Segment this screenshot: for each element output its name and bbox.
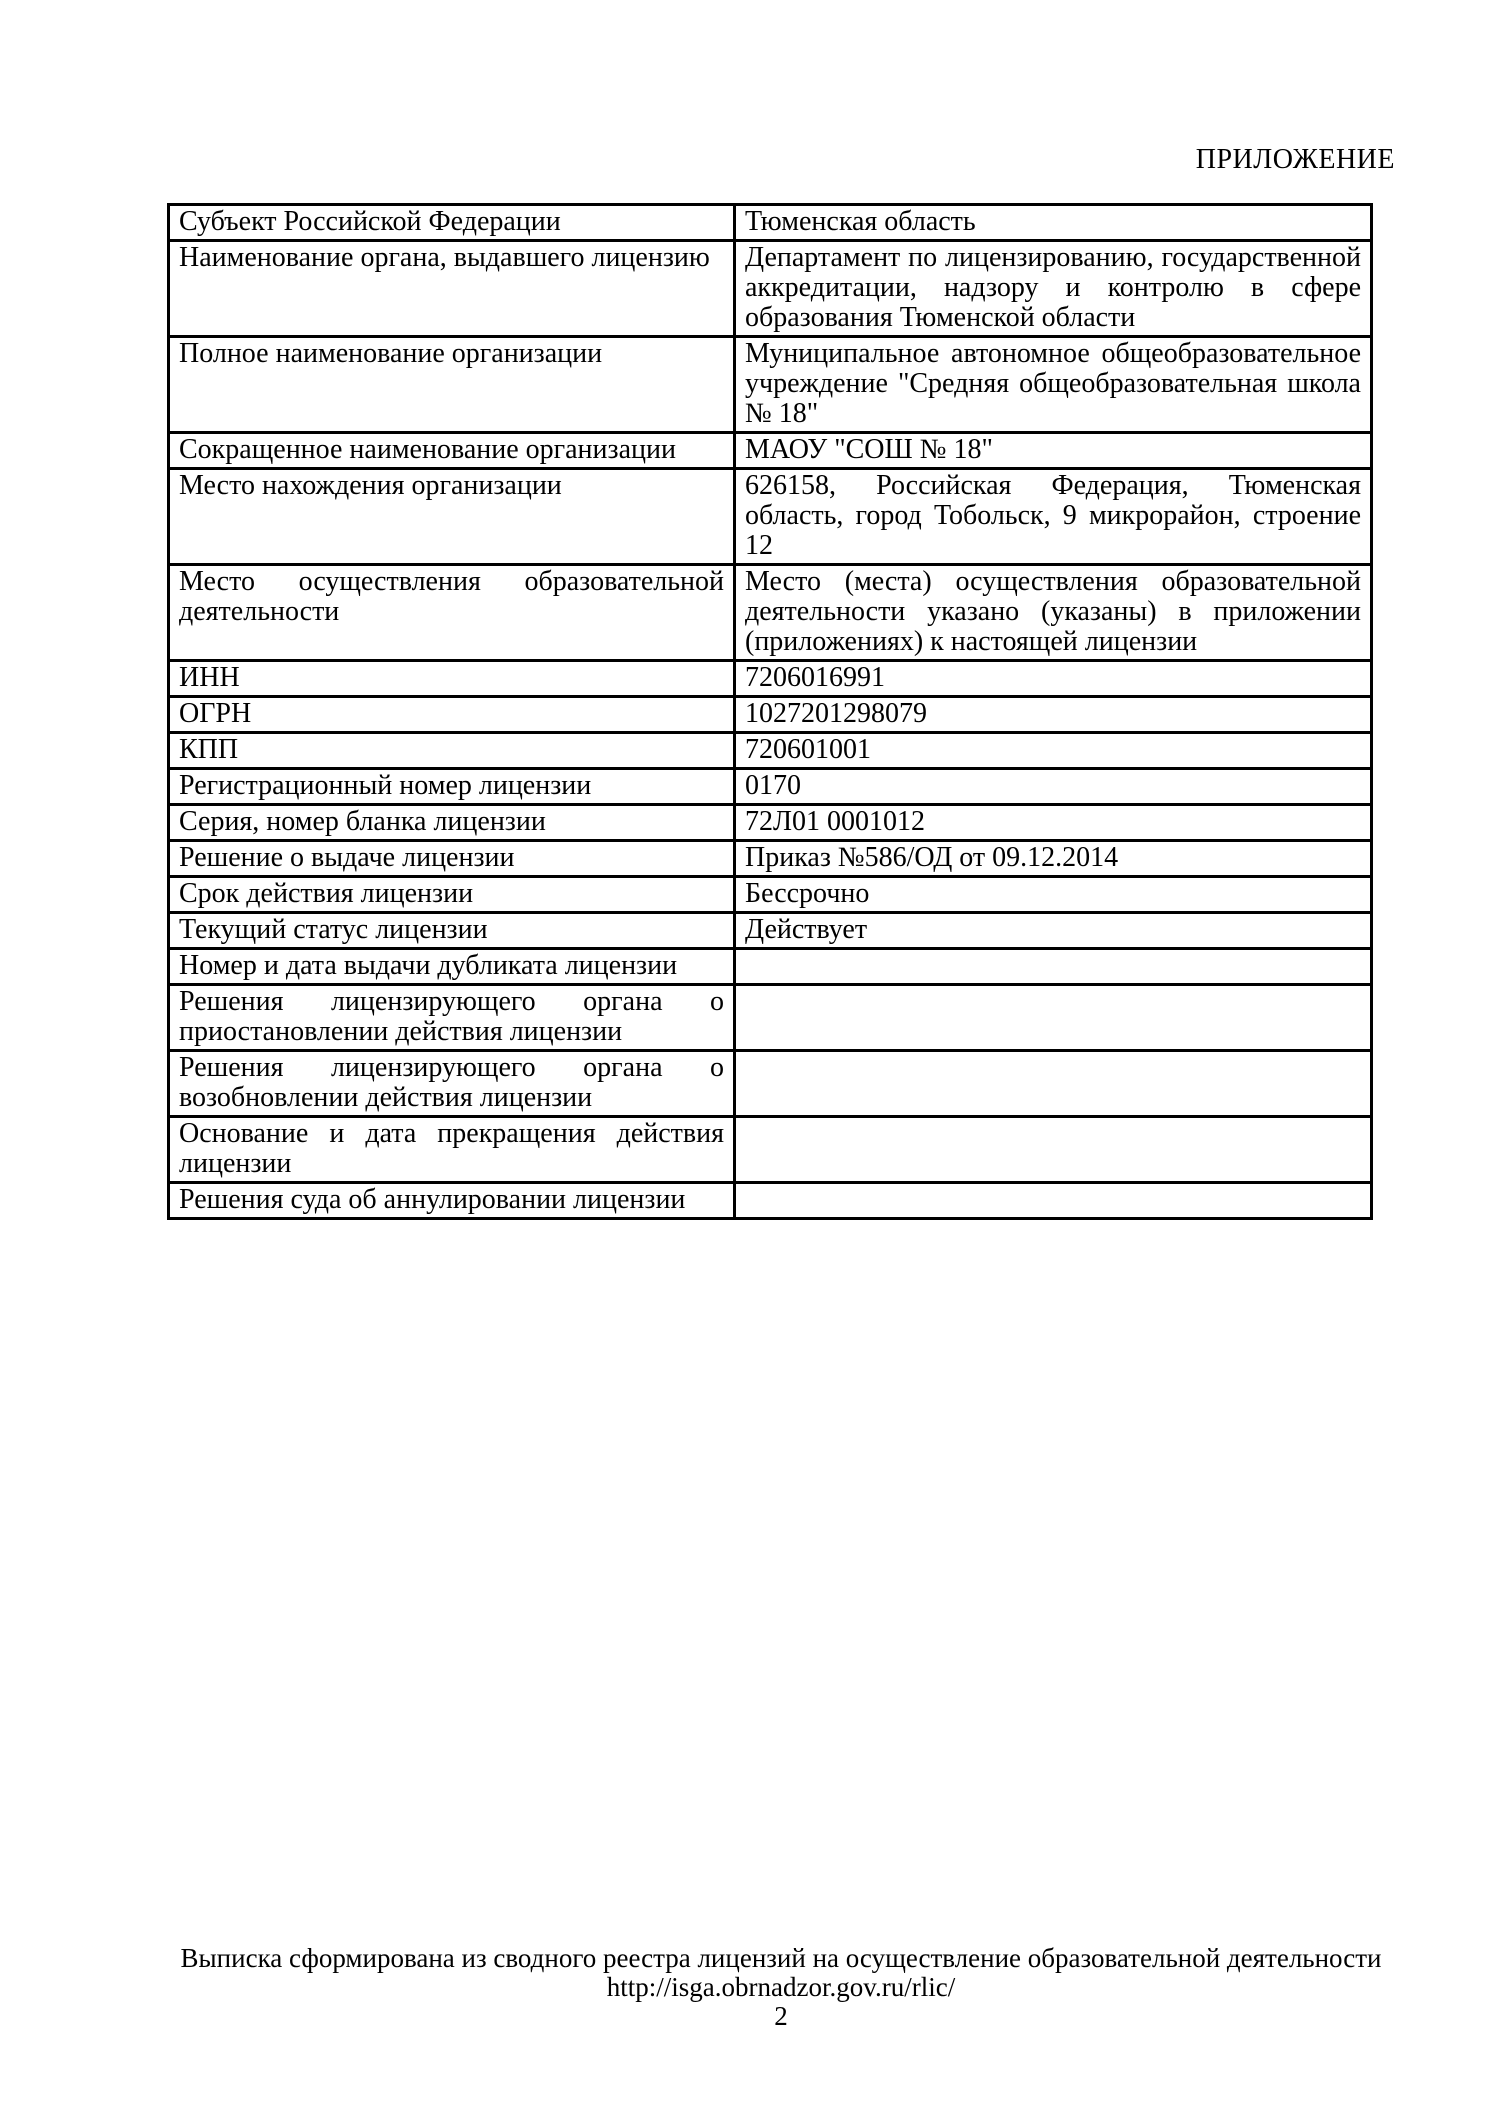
cell-line: лицензии — [179, 1148, 292, 1179]
cell-line: (приложениях) к настоящей лицензии — [745, 626, 1198, 657]
row-value-cell — [735, 877, 1372, 913]
row-label-cell — [169, 1183, 735, 1219]
table-row — [169, 205, 1372, 241]
cell-line: Приказ №586/ОД от 09.12.2014 — [745, 842, 1119, 873]
row-value-cell — [735, 1051, 1372, 1117]
row-label-cell — [169, 913, 735, 949]
cell-line: Решения суда об аннулировании лицензии — [179, 1184, 686, 1215]
row-value-cell — [735, 433, 1372, 469]
cell-line: ОГРН — [179, 698, 252, 729]
cell-line: 0170 — [745, 770, 801, 801]
cell-line: возобновлении действия лицензии — [179, 1082, 593, 1113]
cell-line: Серия, номер бланка лицензии — [179, 806, 546, 837]
footer-url: http://isga.obrnadzor.gov.ru/rlic/ — [606, 1972, 956, 2002]
cell-line: Основание и дата прекращения действия — [179, 1118, 724, 1149]
table-row — [169, 433, 1372, 469]
cell-line: 12 — [745, 530, 773, 561]
row-label-cell — [169, 205, 735, 241]
cell-line: Место нахождения организации — [179, 470, 562, 501]
table-row — [169, 841, 1372, 877]
table-row — [169, 913, 1372, 949]
cell-line: МАОУ "СОШ № 18" — [745, 434, 993, 465]
cell-line: Номер и дата выдачи дубликата лицензии — [179, 950, 678, 981]
row-label-cell — [169, 1051, 735, 1117]
table-row — [169, 985, 1372, 1051]
row-label-cell — [169, 337, 735, 433]
cell-line: 720601001 — [745, 734, 871, 765]
cell-line: Полное наименование организации — [179, 338, 603, 369]
cell-line: Тюменская область — [745, 206, 976, 237]
cell-line: Регистрационный номер лицензии — [179, 770, 592, 801]
table-row — [169, 1051, 1372, 1117]
cell-line: Решения лицензирующего органа о — [179, 1052, 724, 1083]
footer-page-number: 2 — [774, 2001, 788, 2031]
cell-line: Решение о выдаче лицензии — [179, 842, 515, 873]
table-row — [169, 733, 1372, 769]
row-value-cell — [735, 565, 1372, 661]
row-label-cell — [169, 469, 735, 565]
row-value-cell — [735, 1117, 1372, 1183]
table-row — [169, 469, 1372, 565]
row-label-cell — [169, 433, 735, 469]
table-row — [169, 877, 1372, 913]
row-label-cell — [169, 241, 735, 337]
cell-line: деятельности указано (указаны) в приложении — [745, 596, 1361, 627]
row-value-cell — [735, 661, 1372, 697]
table-row — [169, 337, 1372, 433]
cell-line: № 18" — [745, 398, 819, 429]
cell-line: деятельности — [179, 596, 340, 627]
row-value-cell — [735, 985, 1372, 1051]
cell-line: 72Л01 0001012 — [745, 806, 925, 837]
table-row — [169, 661, 1372, 697]
row-label-cell — [169, 697, 735, 733]
row-label-cell — [169, 1117, 735, 1183]
row-value-cell — [735, 841, 1372, 877]
table-row — [169, 697, 1372, 733]
cell-line: Место осуществления образовательной — [179, 566, 724, 597]
row-label-cell — [169, 985, 735, 1051]
row-value-cell — [735, 949, 1372, 985]
cell-line: Действует — [745, 914, 868, 945]
row-label-cell — [169, 949, 735, 985]
row-value-cell — [735, 769, 1372, 805]
cell-line: Бессрочно — [745, 878, 870, 909]
row-label-cell — [169, 805, 735, 841]
cell-line: образования Тюменской области — [745, 302, 1136, 333]
row-value-cell — [735, 733, 1372, 769]
row-label-cell — [169, 841, 735, 877]
cell-line: Сокращенное наименование организации — [179, 434, 676, 465]
row-value-cell — [735, 469, 1372, 565]
table-row — [169, 1117, 1372, 1183]
row-label-cell — [169, 565, 735, 661]
cell-line: 1027201298079 — [745, 698, 927, 729]
table-row — [169, 241, 1372, 337]
cell-line: Департамент по лицензированию, государственной — [745, 242, 1361, 273]
cell-line: Решения лицензирующего органа о — [179, 986, 724, 1017]
cell-line: область, город Тобольск, 9 микрорайон, строение — [745, 500, 1361, 531]
table-row — [169, 1183, 1372, 1219]
row-label-cell — [169, 661, 735, 697]
row-value-cell — [735, 805, 1372, 841]
row-label-cell — [169, 733, 735, 769]
cell-line: учреждение "Средняя общеобразовательная школа — [745, 368, 1361, 399]
row-value-cell — [735, 241, 1372, 337]
license-table — [167, 203, 1373, 1220]
footer-note: Выписка сформирована из сводного реестра лицензий на осуществление образовательной деятельности — [180, 1943, 1382, 1973]
cell-line: Срок действия лицензии — [179, 878, 474, 909]
cell-line: 7206016991 — [745, 662, 885, 693]
cell-line: аккредитации, надзору и контролю в сфере — [745, 272, 1361, 303]
cell-line: Текущий статус лицензии — [179, 914, 488, 945]
row-value-cell — [735, 913, 1372, 949]
appendix-heading: ПРИЛОЖЕНИЕ — [1195, 144, 1395, 175]
cell-line: КПП — [179, 734, 239, 765]
row-value-cell — [735, 205, 1372, 241]
table-row — [169, 949, 1372, 985]
table-row — [169, 805, 1372, 841]
license-table-body — [169, 205, 1372, 1219]
row-label-cell — [169, 877, 735, 913]
row-value-cell — [735, 337, 1372, 433]
table-row — [169, 565, 1372, 661]
row-value-cell — [735, 697, 1372, 733]
cell-line: приостановлении действия лицензии — [179, 1016, 623, 1047]
row-label-cell — [169, 769, 735, 805]
cell-line: Наименование органа, выдавшего лицензию — [179, 242, 710, 273]
page-footer — [167, 1944, 1395, 2031]
cell-line: ИНН — [179, 662, 240, 693]
cell-line: Муниципальное автономное общеобразовательное — [745, 338, 1361, 369]
cell-line: 626158, Российская Федерация, Тюменская — [745, 470, 1361, 501]
table-row — [169, 769, 1372, 805]
row-value-cell — [735, 1183, 1372, 1219]
cell-line: Субъект Российской Федерации — [179, 206, 561, 237]
cell-line: Место (места) осуществления образовательной — [745, 566, 1361, 597]
